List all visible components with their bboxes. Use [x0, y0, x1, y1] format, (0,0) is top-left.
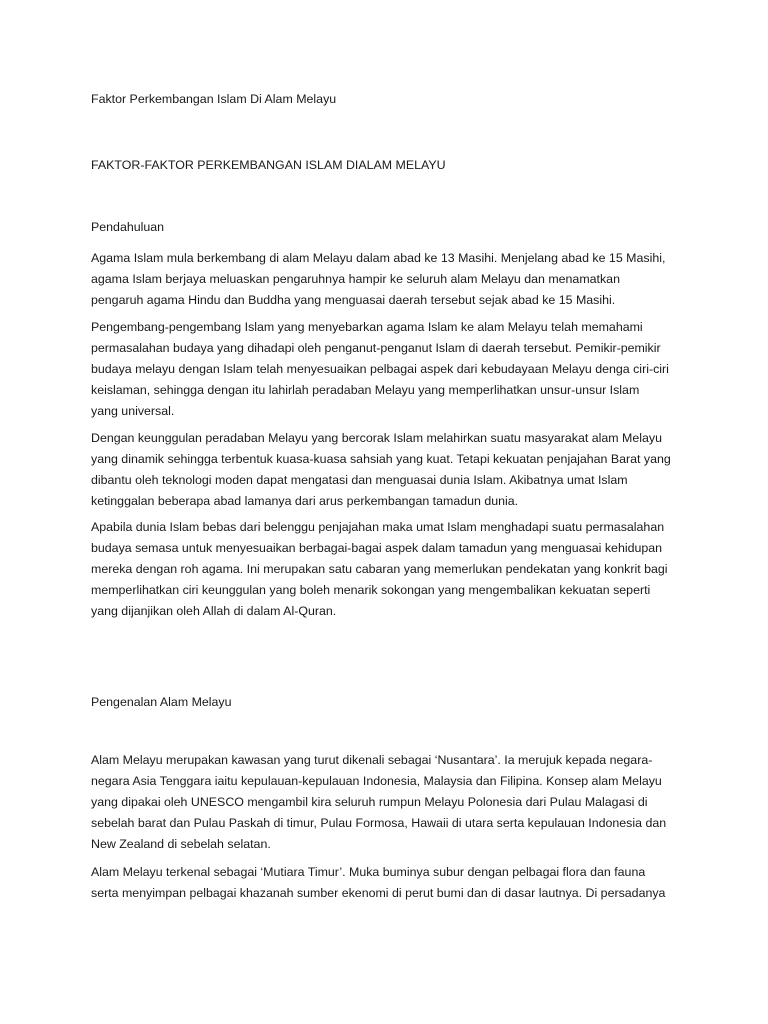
paragraph-1: Agama Islam mula berkembang di alam Melayu dalam abad ke 13 Masihi. Menjelang abad ke 15 Masihi, agama Islam berjaya meluaskan pengaruhnya hampir ke seluruh alam Melayu dan menamatkan pengaruh agama Hindu dan Buddha yang menguasai daerah tersebut sejak abad ke 15 Masihi. [91, 251, 666, 307]
section-heading-pendahuluan: Pendahuluan [91, 220, 165, 234]
section-heading-pengenalan: Pengenalan Alam Melayu [91, 695, 232, 709]
document-heading: FAKTOR-FAKTOR PERKEMBANGAN ISLAM DIALAM MELAYU [91, 158, 446, 172]
paragraph-4: Apabila dunia Islam bebas dari belenggu penjajahan maka umat Islam menghadapi suatu permasalahan budaya semasa untuk menyesuaikan berbagai-bagai aspek dalam tamadun yang menguasai kehidupan mereka dengan roh agama. Ini merupakan satu cabaran yang memerlukan pendekatan yang konkrit bagi memperlihatkan ciri keunggulan yang boleh menarik sokongan yang mengembalikan kekuatan seperti yang dijanjikan oleh Allah di dalam Al-Quran. [91, 520, 668, 618]
paragraph-2: Pengembang-pengembang Islam yang menyebarkan agama Islam ke alam Melayu telah memahami permasalahan budaya yang dihadapi oleh penganut-penganut Islam di daerah tersebut. Pemikir-pemikir budaya melayu dengan Islam telah menyesuaikan pelbagai aspek dari kebudayaan Melayu denga ciri-ciri keislaman, sehingga dengan itu lahirlah peradaban Melayu yang memperlihatkan unsur-unsur Islam yang universal. [91, 320, 669, 418]
paragraph-3: Dengan keunggulan peradaban Melayu yang bercorak Islam melahirkan suatu masyarakat alam Melayu yang dinamik sehingga terbentuk kuasa-kuasa sahsiah yang kuat. Tetapi kekuatan penjajahan Barat yang dibantu oleh teknologi moden dapat mengatasi dan menguasai dunia Islam. Akibatnya umat Islam ketinggalan beberapa abad lamanya dari arus perkembangan tamadun dunia. [91, 431, 671, 508]
paragraph-6: Alam Melayu terkenal sebagai ‘Mutiara Timur’. Muka buminya subur dengan pelbagai flora dan fauna serta menyimpan pelbagai khazanah sumber ekenomi di perut bumi dan di dasar lautnya. Di persadanya [91, 865, 666, 900]
document-title: Faktor Perkembangan Islam Di Alam Melayu [91, 92, 337, 106]
paragraph-5: Alam Melayu merupakan kawasan yang turut dikenali sebagai ‘Nusantara’. Ia merujuk kepada negara- negara Asia Tenggara iaitu kepulauan-kepulauan Indonesia, Malaysia dan Filipina. Konsep alam Melayu yang dipakai oleh UNESCO mengambil kira seluruh rumpun Melayu Polonesia dari Pulau Malagasi di sebelah barat dan Pulau Paskah di timur, Pulau Formosa, Hawaii di utara serta kepulauan Indonesia dan New Zealand di sebelah selatan. [91, 753, 667, 851]
